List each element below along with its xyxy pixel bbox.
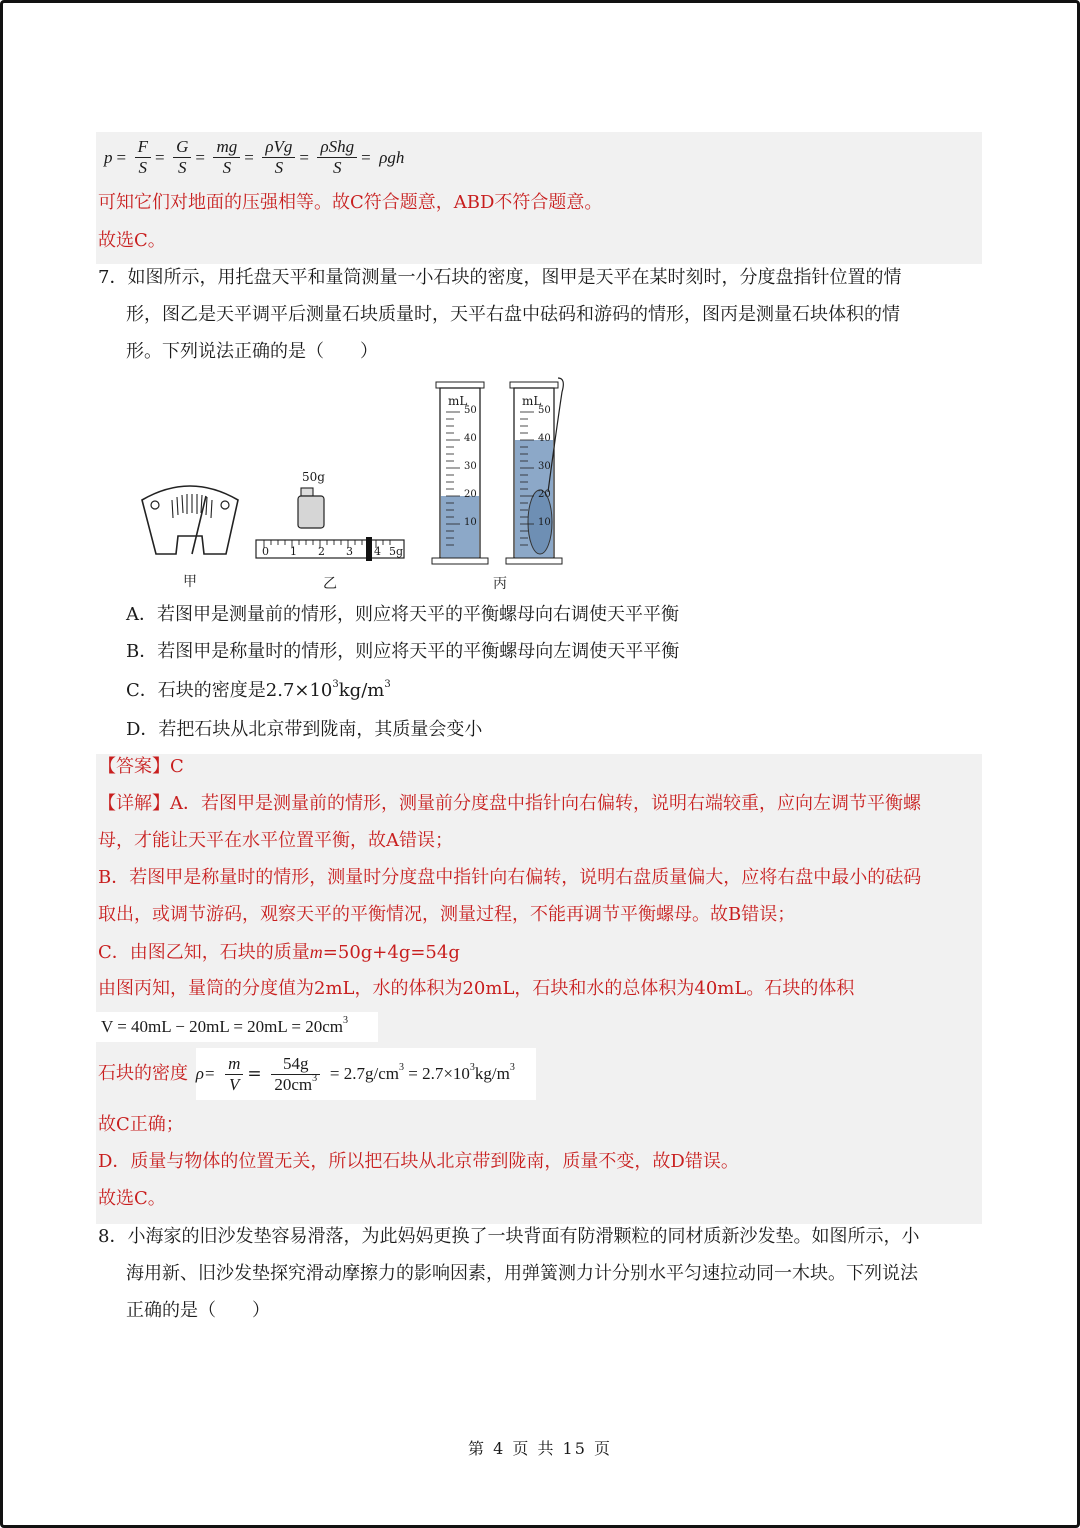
q8-line-3: 正确的是（ ） xyxy=(126,1300,270,1321)
cyl-left-tick-50: 50 xyxy=(464,405,477,416)
cyl-right-tick-20: 20 xyxy=(538,489,551,500)
q7-option-d[interactable]: D．若把石块从北京带到陇南，其质量会变小 xyxy=(126,719,483,740)
weight-and-rider-figure xyxy=(256,488,404,561)
q7-option-b[interactable]: B．若图甲是称量时的情形，则应将天平的平衡螺母向左调使天平平衡 xyxy=(126,641,680,662)
cyl-left-tick-40: 40 xyxy=(464,433,477,444)
q7-detail-4: 取出，或调节游码，观察天平的平衡情况，测量过程，不能再调节平衡螺母。故B错误； xyxy=(98,904,796,925)
q7-detail-8: 故C正确； xyxy=(98,1114,184,1135)
rider-tick-0: 0 xyxy=(262,545,269,558)
q7-detail-6: 由图丙知，量筒的分度值为2mL，水的体积为20mL，石块和水的总体积为40mL。石块的体积 xyxy=(98,978,855,999)
density-frac-1: $\frac{m}{V}$ xyxy=(225,1054,243,1095)
weight-label: 50g xyxy=(302,470,325,484)
page-footer: 第 4 页 共 15 页 xyxy=(468,1439,612,1458)
q8-line-2: 海用新、旧沙发垫探究滑动摩擦力的影响因素，用弹簧测力计分别水平匀速拉动同一木块。下列说法 xyxy=(126,1263,918,1284)
frac-1: $\frac{F}{S}$ xyxy=(135,137,151,178)
cyl-left-tick-30: 30 xyxy=(464,461,477,472)
q7-detail-9: D．质量与物体的位置无关，所以把石块从北京带到陇南，质量不变，故D错误。 xyxy=(98,1151,739,1172)
q7-option-c[interactable]: C．石块的密度是$2.7\times 10^3kg/m^3$ xyxy=(126,679,391,701)
q7-detail-5: C．由图乙知，石块的质量m=50g+4g=54g xyxy=(98,942,460,963)
frac-2: $\frac{G}{S}$ xyxy=(173,137,191,178)
caption-yi: 乙 xyxy=(323,576,337,592)
rider-tick-2: 2 xyxy=(318,545,325,558)
cylinder-unit-left: mL xyxy=(448,394,468,408)
q7-figure xyxy=(130,372,590,598)
cyl-left-tick-20: 20 xyxy=(464,489,477,500)
density-frac-2: $\frac{54g}{20cm^3}$ xyxy=(271,1054,320,1095)
q7-detail-2: 母，才能让天平在水平位置平衡，故A错误； xyxy=(98,830,453,851)
caption-bing: 丙 xyxy=(493,576,507,592)
balance-dial-figure xyxy=(142,486,238,554)
frac-4: $\frac{\text{ρVg}}{S}$ xyxy=(262,137,295,178)
q7-line-2: 形，图乙是天平调平后测量石块质量时，天平右盘中砝码和游码的情形，图丙是测量石块体积的情 xyxy=(126,304,900,325)
prev-conclusion: 可知它们对地面的压强相等。故C符合题意，ABD不符合题意。 xyxy=(98,192,603,213)
q8-line-1: 8．小海家的旧沙发垫容易滑落，为此妈妈更换了一块背面有防滑颗粒的同材质新沙发垫。如图所示，小 xyxy=(98,1226,920,1247)
q7-detail-10: 故选C。 xyxy=(98,1188,166,1209)
cyl-right-tick-30: 30 xyxy=(538,461,551,472)
rider-tick-1: 1 xyxy=(290,545,297,558)
q7-line-3: 形。下列说法正确的是（ ） xyxy=(126,341,378,362)
prev-choice: 故选C。 xyxy=(98,230,166,251)
volume-equation: $V = 40mL - 20mL = 20mL = 20cm^3$ xyxy=(101,1015,349,1036)
cyl-right-tick-40: 40 xyxy=(538,433,551,444)
q7-detail-1: 【详解】A．若图甲是测量前的情形，测量前分度盘中指针向右偏转，说明右端较重，应向左调节平衡螺 xyxy=(98,793,921,814)
frac-5: $\frac{\text{ρShg}}{S}$ xyxy=(317,137,357,178)
caption-jia: 甲 xyxy=(183,574,197,590)
cyl-right-tick-50: 50 xyxy=(538,405,551,416)
rider-tick-5: 5g xyxy=(389,545,404,558)
cyl-right-tick-10: 10 xyxy=(538,517,551,528)
density-equation: 石块的密度 ρ= $\frac{m}{V}$ = $\frac{54g}{20cm^3}$ = $2.7g/cm^3 = 2.7\times 10^3kg/m^3$ xyxy=(98,1053,515,1094)
q7-option-a[interactable]: A．若图甲是测量前的情形，则应将天平的平衡螺母向右调使天平平衡 xyxy=(126,604,679,625)
q7-detail-3: B．若图甲是称量时的情形，测量时分度盘中指针向右偏转，说明右盘质量偏大，应将右盘中最小的砝码 xyxy=(98,867,922,888)
cyl-left-tick-10: 10 xyxy=(464,517,477,528)
cylinder-unit-right: mL xyxy=(522,394,542,408)
rider-tick-3: 3 xyxy=(346,545,353,558)
q7-line-1: 7．如图所示，用托盘天平和量筒测量一小石块的密度，图甲是天平在某时刻时，分度盘指针位置的情 xyxy=(98,267,902,288)
q7-answer: 【答案】C xyxy=(98,756,184,777)
pressure-formula: p = $\frac{F}{S}$ = $\frac{G}{S}$ = $\frac{mg}{S}$ = $\frac{\text{ρVg}}{S}$ = $\frac{\text{ρShg}}{S}$ = ρgh xyxy=(104,137,405,178)
frac-3: $\frac{mg}{S}$ xyxy=(213,137,240,178)
rider-tick-4: 4 xyxy=(374,545,381,558)
